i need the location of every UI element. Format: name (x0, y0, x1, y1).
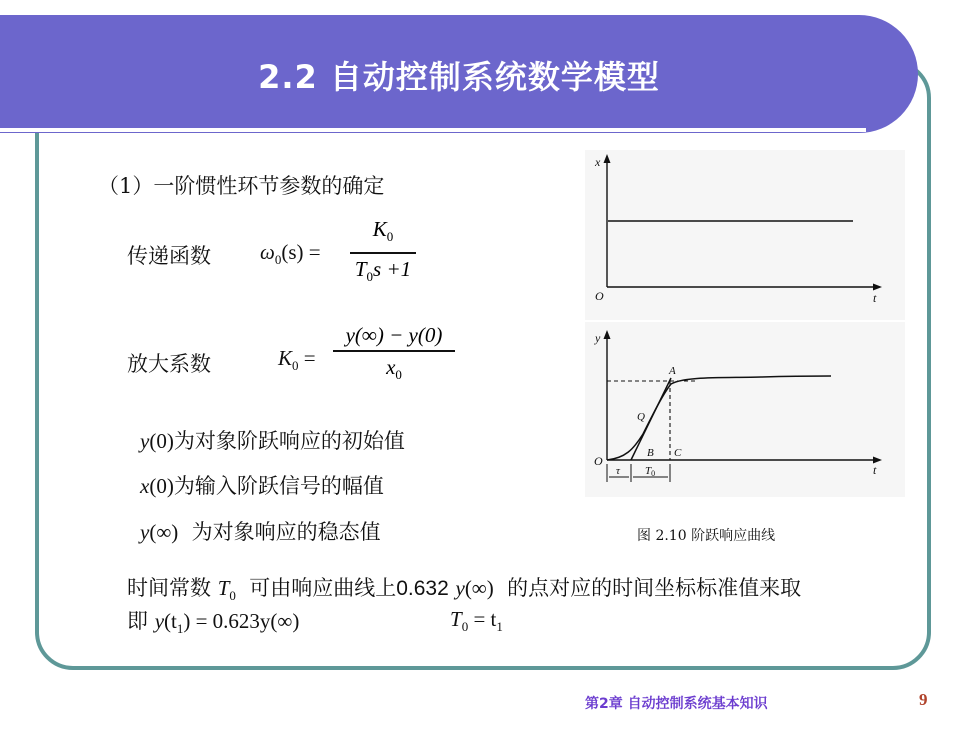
response-origin-label: O (594, 454, 603, 468)
footer-chapter: 第2章 自动控制系统基本知识 (585, 696, 768, 712)
transfer-function-label: 传递函数 (127, 244, 211, 268)
equation-line: 即 $y(t_1) = 0.623y(\infty)$ (127, 609, 300, 636)
input-y-label: x (595, 155, 601, 169)
title-underline (0, 128, 866, 132)
point-q-label: Q (637, 411, 645, 423)
definition-initial-value: y(0)为对象阶跃响应的初始值 (140, 429, 405, 453)
point-a-label: A (669, 365, 676, 377)
step-response-plot (585, 322, 905, 497)
figure-caption: 图 2.10 阶跃响应曲线 (637, 528, 776, 544)
section-heading: （1）一阶惯性环节参数的确定 (98, 174, 385, 198)
input-t-label: t (873, 291, 877, 305)
input-step-plot (585, 150, 905, 320)
point-b-label: B (647, 447, 654, 459)
transfer-function-fraction: $K_0$ $T_0s +1$ (350, 216, 416, 290)
definition-steady-state: y(∞) 为对象响应的稳态值 (140, 520, 381, 544)
gain-lhs: $K_0$ = (278, 346, 316, 373)
response-y-label: y (595, 331, 601, 345)
transfer-function-lhs: $\omega_0(s)$ = (260, 240, 321, 267)
gain-label: 放大系数 (127, 352, 211, 376)
equation-t0: $T_0 = t_1$ (450, 607, 503, 634)
tau-label: τ (616, 465, 620, 477)
gain-fraction: y(∞) − y(0) $x_0$ (333, 322, 455, 388)
point-c-label: C (674, 447, 682, 459)
slide-title: 2.2 自动控制系统数学模型 (258, 58, 660, 96)
response-t-label: t (873, 463, 877, 477)
t0-label: T0 (645, 465, 656, 478)
page-number: 9 (919, 690, 928, 709)
definition-input-amplitude: x(0)为输入阶跃信号的幅值 (140, 474, 384, 498)
time-constant-line: 时间常数 $T_0$ 可由响应曲线上0.632 y(∞) 的点对应的时间坐标标准值来取 (127, 576, 802, 603)
input-origin-label: O (595, 289, 604, 303)
